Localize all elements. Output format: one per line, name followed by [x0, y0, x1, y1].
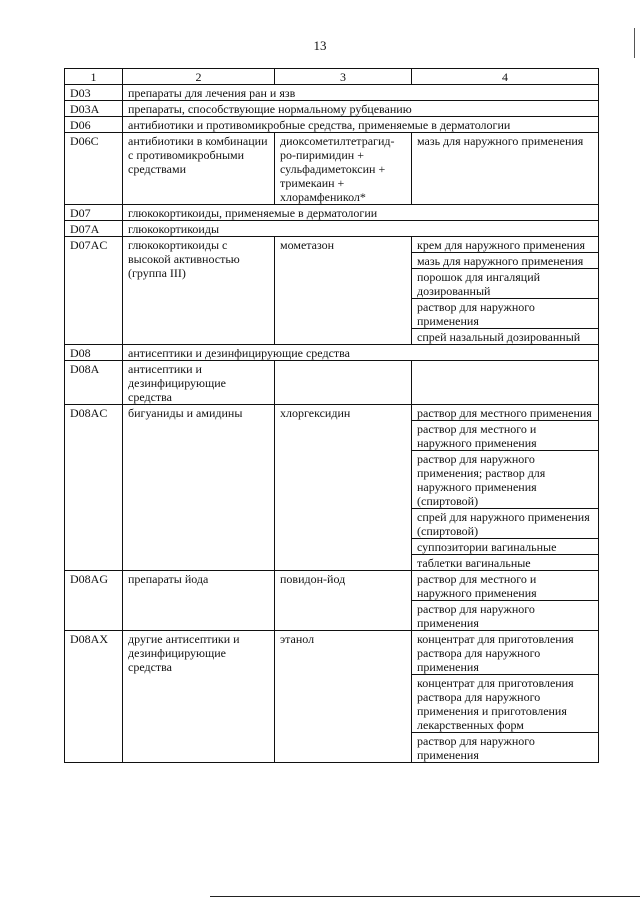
group-name-cell: антибиотики и противомикробные средства, применяемые в дерматологии: [123, 117, 599, 133]
atc-code-cell: D06: [65, 117, 123, 133]
header-cell-2: 2: [123, 69, 275, 85]
atc-code-cell: D08AX: [65, 631, 123, 763]
dosage-forms-cell: [412, 133, 599, 205]
group-name-cell: глюкокортикоиды с высокой активностью (группа III): [123, 237, 275, 345]
table-row: [65, 101, 599, 117]
atc-code-cell: D03A: [65, 101, 123, 117]
dosage-form: мазь для наружного применения: [412, 252, 598, 268]
atc-code-cell: D06C: [65, 133, 123, 205]
group-name-cell: глюкокортикоиды: [123, 221, 599, 237]
dosage-form: раствор для местного применения: [417, 406, 592, 420]
table-row: [65, 133, 599, 205]
table-row: [65, 237, 599, 345]
dosage-form: концентрат для приготовления раствора для наружного применения и приготовления лекарственных форм: [412, 674, 598, 732]
table-row: [65, 221, 599, 237]
table-row: [65, 571, 599, 631]
atc-code-cell: D07A: [65, 221, 123, 237]
dosage-form: раствор для наружного применения: [412, 732, 598, 762]
dosage-forms-cell: [412, 571, 599, 631]
atc-code-cell: D03: [65, 85, 123, 101]
group-name-cell: другие антисептики и дезинфицирующие средства: [123, 631, 275, 763]
table-row: [65, 361, 599, 405]
dosage-form: суппозитории вагинальные: [412, 538, 598, 554]
drug-name-cell: этанол: [275, 631, 412, 763]
atc-code-cell: D08AG: [65, 571, 123, 631]
dosage-form: таблетки вагинальные: [412, 554, 598, 570]
group-name-cell: бигуаниды и амидины: [123, 405, 275, 571]
header-cell-3: 3: [275, 69, 412, 85]
table-row: [65, 345, 599, 361]
dosage-form: раствор для местного и наружного применения: [417, 572, 537, 600]
atc-code-cell: D07: [65, 205, 123, 221]
header-row: [65, 69, 599, 85]
group-name-cell: антисептики и дезинфицирующие средства: [123, 361, 275, 405]
atc-code-cell: D08A: [65, 361, 123, 405]
dosage-form: спрей для наружного применения (спиртовой): [412, 508, 598, 538]
dosage-form: [412, 361, 598, 362]
table-row: [65, 205, 599, 221]
group-name-cell: препараты для лечения ран и язв: [123, 85, 599, 101]
dosage-form: спрей назальный дозированный: [412, 328, 598, 344]
table-body: [65, 69, 599, 763]
group-name-cell: глюкокортикоиды, применяемые в дерматологии: [123, 205, 599, 221]
header-cell-1: 1: [65, 69, 123, 85]
drug-name-cell: диоксометилтетрагид-ро-пиримидин + сульфадиметоксин + тримекаин + хлорамфеникол*: [275, 133, 412, 205]
dosage-forms-cell: [412, 361, 599, 405]
drug-name-cell: повидон-йод: [275, 571, 412, 631]
group-name-cell: антисептики и дезинфицирующие средства: [123, 345, 599, 361]
group-name-cell: антибиотики в комбинации с противомикробными средствами: [123, 133, 275, 205]
dosage-form: раствор для наружного применения: [412, 600, 598, 630]
atc-code-cell: D08AC: [65, 405, 123, 571]
drug-name-cell: мометазон: [275, 237, 412, 345]
edge-mark: [634, 28, 638, 58]
dosage-form: крем для наружного применения: [417, 238, 586, 252]
table-row: [65, 85, 599, 101]
bottom-rule: [210, 896, 640, 897]
page-number: 13: [313, 38, 327, 53]
dosage-form: раствор для местного и наружного применения: [412, 420, 598, 450]
atc-code-cell: D08: [65, 345, 123, 361]
header-cell-4: 4: [412, 69, 599, 85]
table-row: [65, 631, 599, 763]
drug-name-cell: хлоргексидин: [275, 405, 412, 571]
atc-code-cell: D07AC: [65, 237, 123, 345]
table-row: [65, 405, 599, 571]
dosage-form: мазь для наружного применения: [417, 134, 584, 148]
table-row: [65, 117, 599, 133]
drug-name-cell: [275, 361, 412, 405]
dosage-form: концентрат для приготовления раствора для наружного применения: [417, 632, 574, 674]
group-name-cell: препараты йода: [123, 571, 275, 631]
group-name-cell: препараты, способствующие нормальному рубцеванию: [123, 101, 599, 117]
dosage-form: порошок для ингаляций дозированный: [412, 268, 598, 298]
dosage-form: раствор для наружного применения; раствор для наружного применения (спиртовой): [412, 450, 598, 508]
drug-table: [64, 68, 599, 763]
dosage-forms-cell: [412, 405, 599, 571]
dosage-forms-cell: [412, 237, 599, 345]
dosage-forms-cell: [412, 631, 599, 763]
dosage-form: раствор для наружного применения: [412, 298, 598, 328]
